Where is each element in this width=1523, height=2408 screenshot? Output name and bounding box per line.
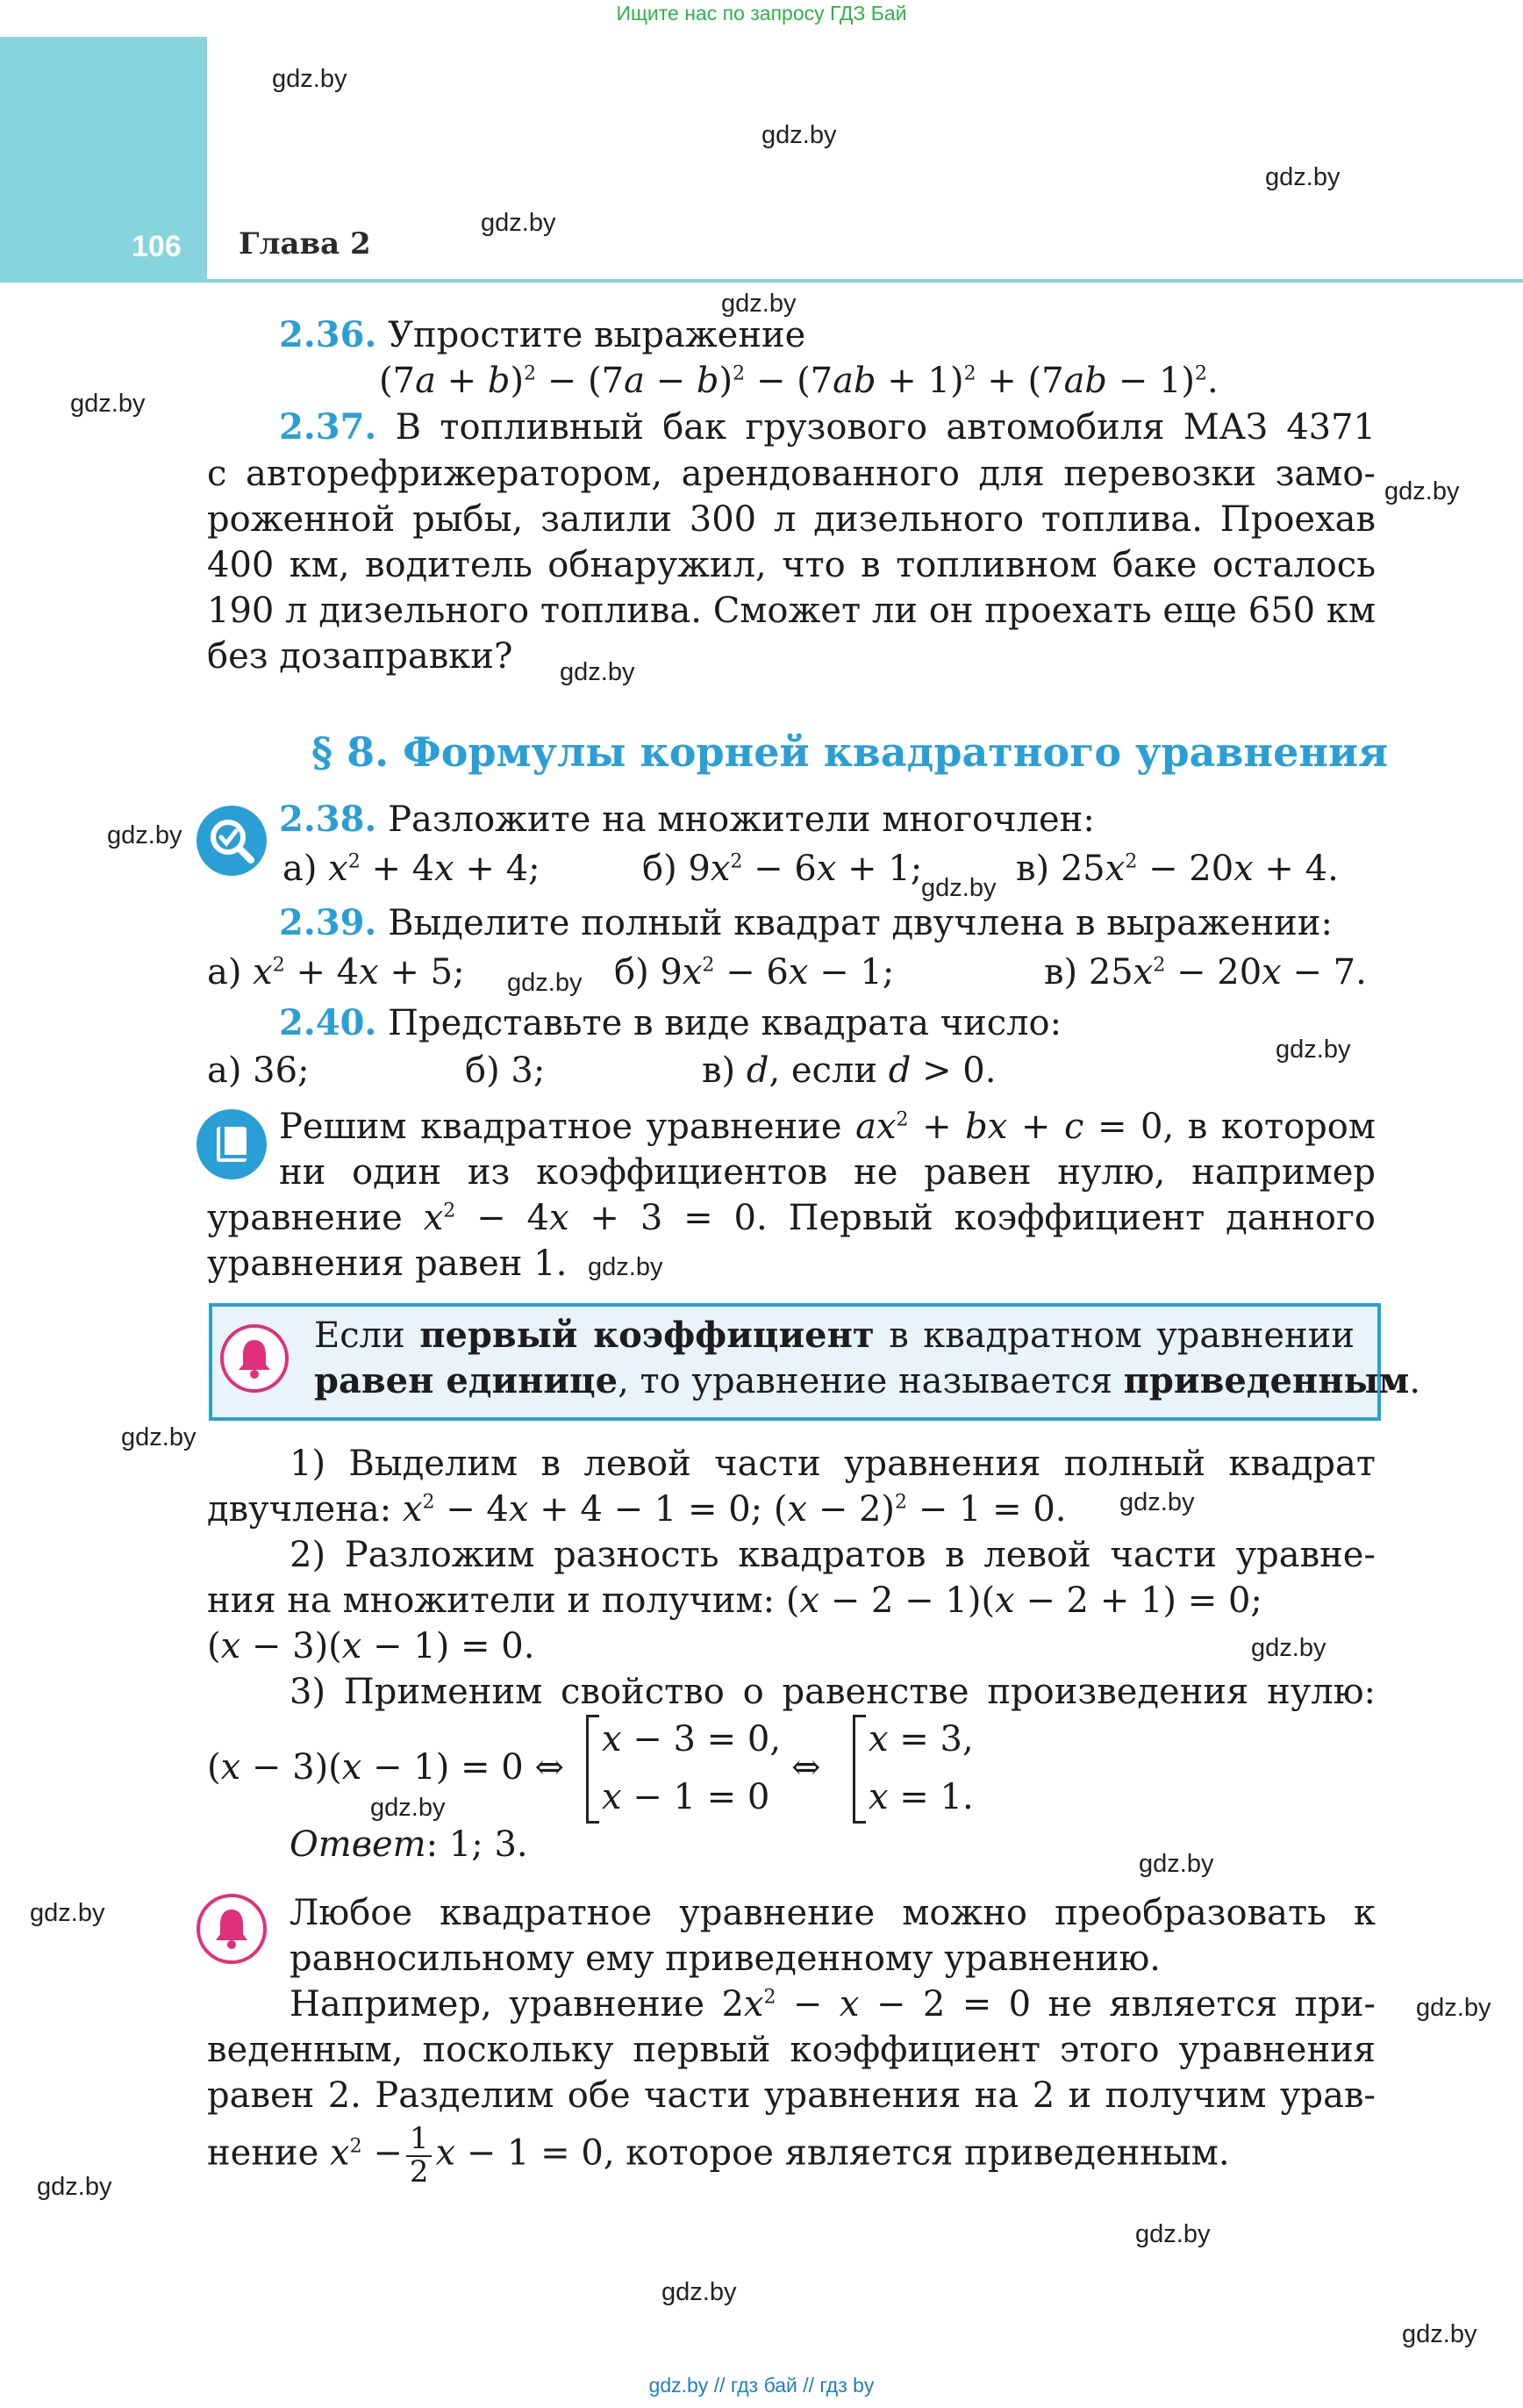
problem-2-39-b: б) $9x^2 - 6x - 1$;	[614, 952, 895, 993]
header-rule	[0, 279, 1523, 283]
step2-line3: (x − 3)(x − 1) = 0.	[207, 1626, 535, 1666]
bell-icon	[195, 1892, 268, 1966]
chapter-title: Глава 2	[239, 226, 371, 262]
definition-line1: Если первый коэффициент в квадратном уравнении	[314, 1315, 1355, 1356]
step3-line1: 3) Применим свойство о равенстве произведения нулю:	[290, 1672, 1376, 1712]
problem-2-40-b: б) 3;	[465, 1050, 546, 1091]
footer-links[interactable]: gdz.by // гдз бай // гдз by	[648, 2374, 875, 2397]
watermark: gdz.by	[1119, 1488, 1195, 1516]
rule-line4: веденным, поскольку первый коэффициент этого уравнения	[207, 2030, 1376, 2070]
watermark: gdz.by	[1139, 1850, 1214, 1878]
intro-line1: Решим квадратное уравнение $ax^2$ + bx + c = 0, в котором	[279, 1107, 1376, 1147]
problem-2-38-a: а) $x^2 + 4x + 4$;	[282, 849, 540, 889]
intro-line2: ни один из коэффициентов не равен нулю, например	[279, 1152, 1376, 1193]
watermark: gdz.by	[1135, 2220, 1211, 2248]
watermark: gdz.by	[370, 1794, 446, 1822]
system-lhs: (x − 3)(x − 1) = 0 ⇔	[207, 1747, 564, 1788]
page-number: 106	[132, 230, 182, 263]
problem-2-38-b: б) $9x^2 - 6x + 1$;	[642, 849, 923, 889]
system-bracket	[586, 1715, 599, 1824]
watermark: gdz.by	[1276, 1036, 1351, 1064]
watermark: gdz.by	[560, 658, 635, 686]
problem-number: 2.37.	[279, 406, 377, 448]
rule-line6: нение $x^2$ − $\frac{1}{2}$ x − 1 = 0, которое является приведенным.	[207, 2121, 1230, 2189]
intro-line4: уравнения равен 1.	[207, 1243, 568, 1284]
system-eq2: x − 1 = 0	[602, 1777, 770, 1817]
problem-2-37-line4: 400 км, водитель обнаружил, что в топливном баке осталось	[207, 545, 1376, 585]
watermark: gdz.by	[661, 2278, 737, 2306]
watermark: gdz.by	[921, 874, 997, 902]
solution-bracket	[853, 1715, 866, 1824]
problem-2-40-v: в) d, если d > 0.	[702, 1050, 997, 1091]
watermark: gdz.by	[1251, 1634, 1326, 1662]
watermark: gdz.by	[1416, 1994, 1491, 2022]
rule-line5: равен 2. Разделим обе части уравнения на 2 и получим урав-	[207, 2075, 1376, 2116]
magnifier-check-icon	[195, 804, 268, 878]
watermark: gdz.by	[107, 821, 182, 849]
watermark: gdz.by	[721, 290, 797, 318]
equivalence-symbol: ⇔	[791, 1747, 821, 1788]
watermark: gdz.by	[507, 969, 583, 997]
step1-line2: двучлена: $x^2 - 4x + 4 - 1 = 0$; $(x - 2)^2 - 1 = 0$.	[207, 1489, 1067, 1530]
problem-2-39: 2.39. Выделите полный квадрат двучлена в выражении:	[279, 902, 1333, 943]
book-icon	[195, 1107, 268, 1181]
problem-number: 2.36.	[279, 314, 377, 355]
watermark: gdz.by	[30, 1899, 105, 1927]
problem-number: 2.38.	[279, 799, 377, 840]
watermark: gdz.by	[1402, 2320, 1477, 2348]
rule-line1: Любое квадратное уравнение можно преобразовать к	[290, 1893, 1376, 1933]
problem-2-40-a: а) 36;	[207, 1050, 310, 1091]
problem-2-39-v: в) $25x^2 - 20x - 7$.	[1044, 952, 1367, 993]
problem-2-38-v: в) $25x^2 - 20x + 4$.	[1016, 849, 1339, 889]
watermark: gdz.by	[762, 121, 837, 149]
fraction-one-half: $\frac{1}{2}$	[406, 2124, 433, 2188]
watermark: gdz.by	[481, 209, 556, 237]
problem-2-37-line1: 2.37. В топливный бак грузового автомобиля МАЗ 4371	[279, 406, 1376, 448]
step2-line2: ния на множители и получим: (x − 2 − 1)(x − 2 + 1) = 0;	[207, 1580, 1262, 1621]
watermark: gdz.by	[37, 2173, 112, 2201]
top-note[interactable]: Ищите нас по запросу ГДЗ Бай	[616, 2, 907, 25]
watermark: gdz.by	[70, 390, 146, 418]
intro-line3: уравнение $x^2 - 4x + 3 = 0$. Первый коэффициент данного	[207, 1198, 1376, 1238]
answer: Ответ: 1; 3.	[290, 1824, 528, 1865]
problem-2-37-line3: роженной рыбы, залили 300 л дизельного топлива. Проехав	[207, 499, 1376, 540]
formula-2-36: $(7a + b)^2 - (7a - b)^2 - (7ab + 1)^2 + (7ab - 1)^2$.	[379, 361, 1219, 401]
definition-line2: равен единице, то уравнение называется приведенным.	[314, 1360, 1421, 1401]
problem-2-37-line2: с авторефрижератором, арендованного для перевозки замо-	[207, 454, 1376, 494]
problem-2-37-line6: без дозаправки?	[207, 636, 513, 677]
problem-2-36	[279, 314, 806, 355]
system-eq1: x − 3 = 0,	[602, 1719, 782, 1759]
bell-icon	[219, 1323, 290, 1394]
rule-line3: Например, уравнение $2x^2 - x - 2 = 0$ не является при-	[290, 1984, 1376, 2025]
watermark: gdz.by	[588, 1253, 663, 1281]
watermark: gdz.by	[1265, 163, 1341, 191]
section-title: § 8. Формулы корней квадратного уравнения	[311, 728, 1389, 776]
watermark: gdz.by	[272, 65, 347, 93]
problem-text: Упростите выражение	[388, 315, 806, 355]
rule-line2: равносильному ему приведенному уравнению.	[290, 1939, 1161, 1979]
problem-2-38: 2.38. Разложите на множители многочлен:	[279, 799, 1095, 840]
problem-2-39-a: а) $x^2 + 4x + 5$;	[207, 952, 465, 993]
problem-2-37-line5: 190 л дизельного топлива. Сможет ли он проехать еще 650 км	[207, 591, 1376, 631]
watermark: gdz.by	[1384, 477, 1460, 505]
problem-number: 2.40.	[279, 1002, 377, 1043]
watermark: gdz.by	[121, 1423, 197, 1451]
step2-line1: 2) Разложим разность квадратов в левой части уравне-	[290, 1535, 1376, 1575]
problem-2-40: 2.40. Представьте в виде квадрата число:	[279, 1002, 1062, 1043]
solution-x1: x = 3,	[869, 1719, 974, 1759]
step1-line1: 1) Выделим в левой части уравнения полный квадрат	[290, 1444, 1376, 1484]
solution-x2: x = 1.	[869, 1777, 974, 1817]
problem-number: 2.39.	[279, 902, 377, 943]
